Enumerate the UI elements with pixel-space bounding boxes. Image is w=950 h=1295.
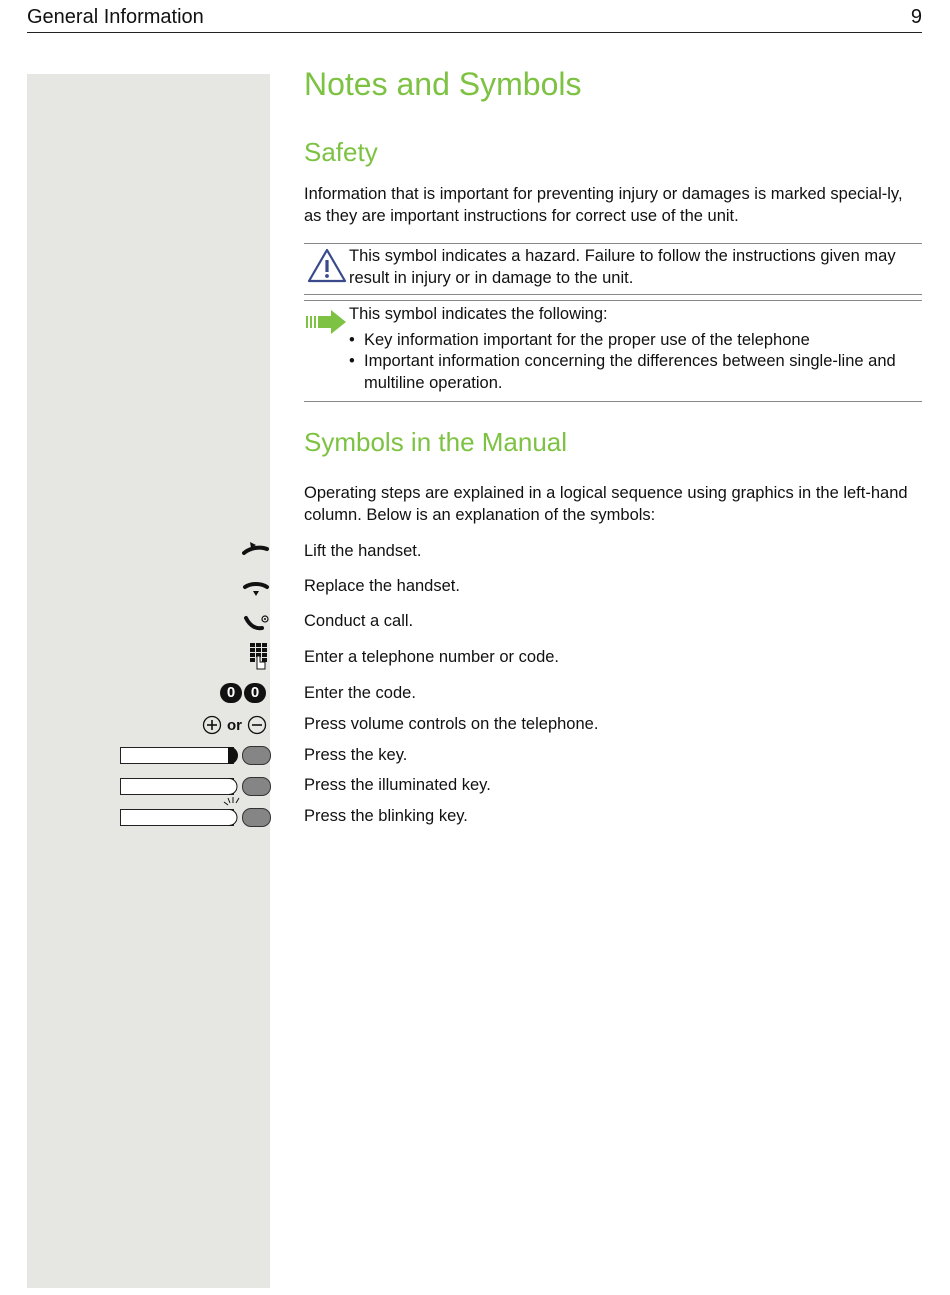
replace-handset-icon [242, 578, 270, 598]
symbol-description: Press the illuminated key. [304, 776, 491, 794]
lift-handset-icon [242, 540, 270, 562]
safety-intro: Information that is important for preventing injury or damages is marked special-ly, as they are important instructions for correct use of the unit. [304, 185, 903, 225]
symbol-description: Press volume controls on the telephone. [304, 715, 599, 733]
symbol-row-replace [0, 575, 950, 599]
or-label: or [227, 716, 242, 734]
info-bullet-list [349, 330, 922, 395]
symbol-description: Conduct a call. [304, 612, 414, 630]
symbol-row-volume [0, 713, 950, 737]
page-number: 9 [910, 6, 922, 28]
keypad-icon [249, 642, 271, 670]
plus-icon [202, 715, 222, 735]
symbol-description: Press the key. [304, 746, 408, 764]
conduct-call-icon [242, 612, 270, 632]
symbol-description: Press the blinking key. [304, 807, 468, 825]
symbols-intro: Operating steps are explained in a logical sequence using graphics in the left-hand column. Below is an explanation of the symbols: [304, 484, 908, 524]
symbol-description: Enter the code. [304, 684, 416, 702]
minus-icon [247, 715, 267, 735]
symbol-row-call [0, 610, 950, 634]
info-note [304, 300, 922, 402]
code-digits-icon [218, 683, 266, 703]
info-bullet: • Important information concerning the differences between single-line and multiline operation. [349, 351, 922, 394]
symbol-row-key [0, 744, 950, 768]
symbol-description: Replace the handset. [304, 577, 460, 595]
section-title: General Information [27, 6, 204, 28]
symbol-row-keypad [0, 646, 950, 670]
safety-heading: Safety [304, 137, 378, 167]
green-arrow-icon [305, 309, 347, 335]
symbol-row-code [0, 682, 950, 706]
symbol-column [27, 74, 270, 1288]
symbol-row-blinking-key [0, 805, 950, 829]
symbol-row-lift [0, 540, 950, 564]
digit-key: 0 [244, 683, 266, 703]
info-note-lead: This symbol indicates the following: [349, 305, 608, 323]
hazard-note [304, 243, 922, 295]
page-title: Notes and Symbols [304, 66, 582, 102]
symbols-heading: Symbols in the Manual [304, 427, 568, 457]
symbol-description: Enter a telephone number or code. [304, 648, 560, 666]
hazard-icon [307, 248, 347, 284]
symbol-row-illuminated-key [0, 774, 950, 798]
volume-controls-icon [202, 715, 267, 735]
symbol-description: Lift the handset. [304, 542, 422, 560]
page-header [27, 6, 922, 33]
hazard-note-text: This symbol indicates a hazard. Failure to follow the instructions given may result in injury or in damage to the unit. [349, 247, 896, 287]
info-bullet: • Key information important for the proper use of the telephone [349, 330, 922, 352]
digit-key: 0 [220, 683, 242, 703]
